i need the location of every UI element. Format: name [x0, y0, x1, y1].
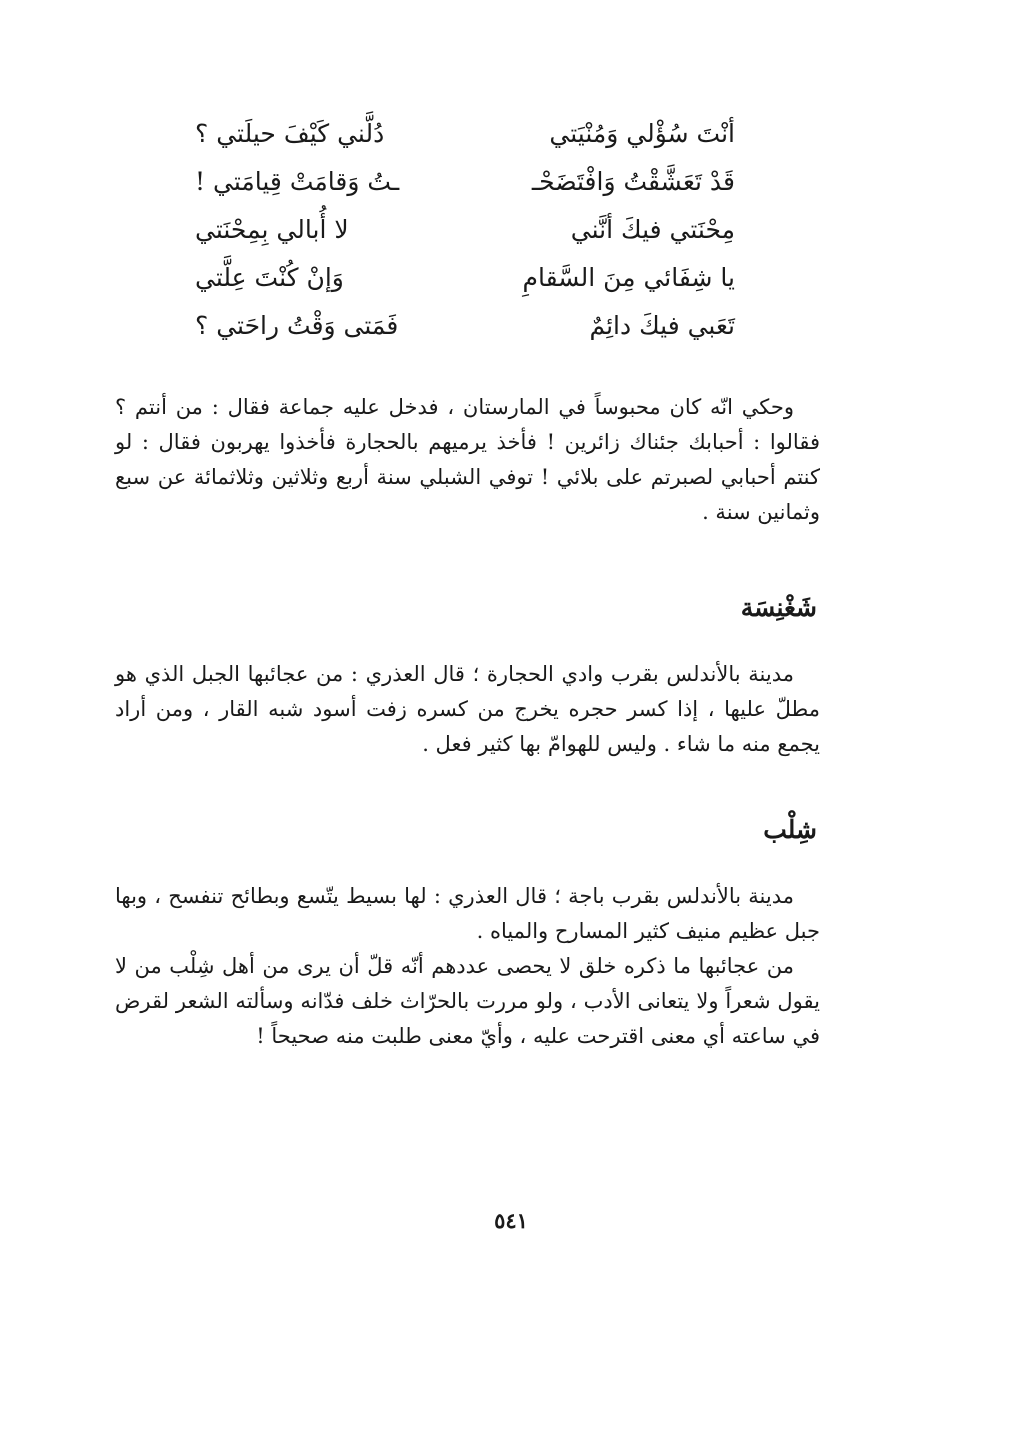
poem-verse [195, 302, 735, 350]
page-number: ٥٤١ [494, 1208, 528, 1233]
verse-second-hemistich: فَمَتى وَقْتُ راحَتي ؟ [195, 311, 399, 340]
verse-first-hemistich: مِحْنَتي فيكَ أنَّني [570, 215, 735, 244]
verse-second-hemistich: لا أُبالي بِمِحْنَتي [195, 215, 349, 244]
verse-first-hemistich: أنْتَ سُؤْلي وَمُنْيَتي [549, 119, 735, 148]
verse-first-hemistich: تَعَبي فيكَ دائِمٌ [589, 311, 735, 340]
verse-second-hemistich: ـتُ وَقامَتْ قِيامَتي ! [195, 167, 400, 196]
poem [195, 110, 735, 350]
entry-text-shaghnisa [115, 657, 820, 762]
paragraph: من عجائبها ما ذكره خلق لا يحصى عددهم أنّه قلّ أن يرى من أهل شِلْب من لا يقول شعراً ولا يتعانى الأدب ، ولو مررت بالحرّاث خلف فدّانه وسألته الشعر لقرض في ساعته أي معنى اقترحت عليه ، وأيّ معنى طلبت منه صحيحاً ! [115, 954, 820, 1048]
entry-heading-shilb: شِلْب [763, 815, 817, 844]
paragraph: مدينة بالأندلس بقرب باجة ؛ قال العذري : لها بسيط يتّسع وبطائح تنفسح ، وبها جبل عظيم منيف كثير المسارح والمياه . [115, 884, 820, 943]
verse-first-hemistich: قَدْ تَعَشَّقْتُ وَافْتَضَحْـ [531, 167, 735, 196]
entry-text-shilb [115, 879, 820, 1054]
poem-verse [195, 110, 735, 158]
shibli-anecdote [115, 390, 820, 530]
verse-second-hemistich: دُلَّني كَيْفَ حيلَتي ؟ [195, 119, 385, 148]
paragraph: وحكي انّه كان محبوساً في المارستان ، فدخل عليه جماعة فقال : من أنتم ؟ فقالوا : أحبابك جئناك زائرين ! فأخذ يرميهم بالحجارة فأخذوا يهربون فقال : لو كنتم أحبابي لصبرتم على بلائي ! توفي الشبلي سنة أربع وثلاثين وثلاثمائة عن سبع وثمانين سنة . [115, 395, 820, 524]
paragraph: مدينة بالأندلس بقرب وادي الحجارة ؛ قال العذري : من عجائبها الجبل الذي هو مطلّ عليها ، إذا كسر حجره يخرج من كسره زفت أسود شبه القار ، ومن أراد يجمع منه ما شاء . وليس للهوامّ بها كثير فعل . [115, 662, 820, 756]
poem-verse [195, 206, 735, 254]
poem-verse [195, 254, 735, 302]
verse-second-hemistich: وَإنْ كُنْتَ عِلَّتي [195, 263, 344, 292]
poem-verse [195, 158, 735, 206]
verse-first-hemistich: يا شِفَائي مِنَ السَّقامِ [522, 263, 735, 292]
entry-heading-shaghnisa: شَغْنِسَة [740, 593, 817, 622]
